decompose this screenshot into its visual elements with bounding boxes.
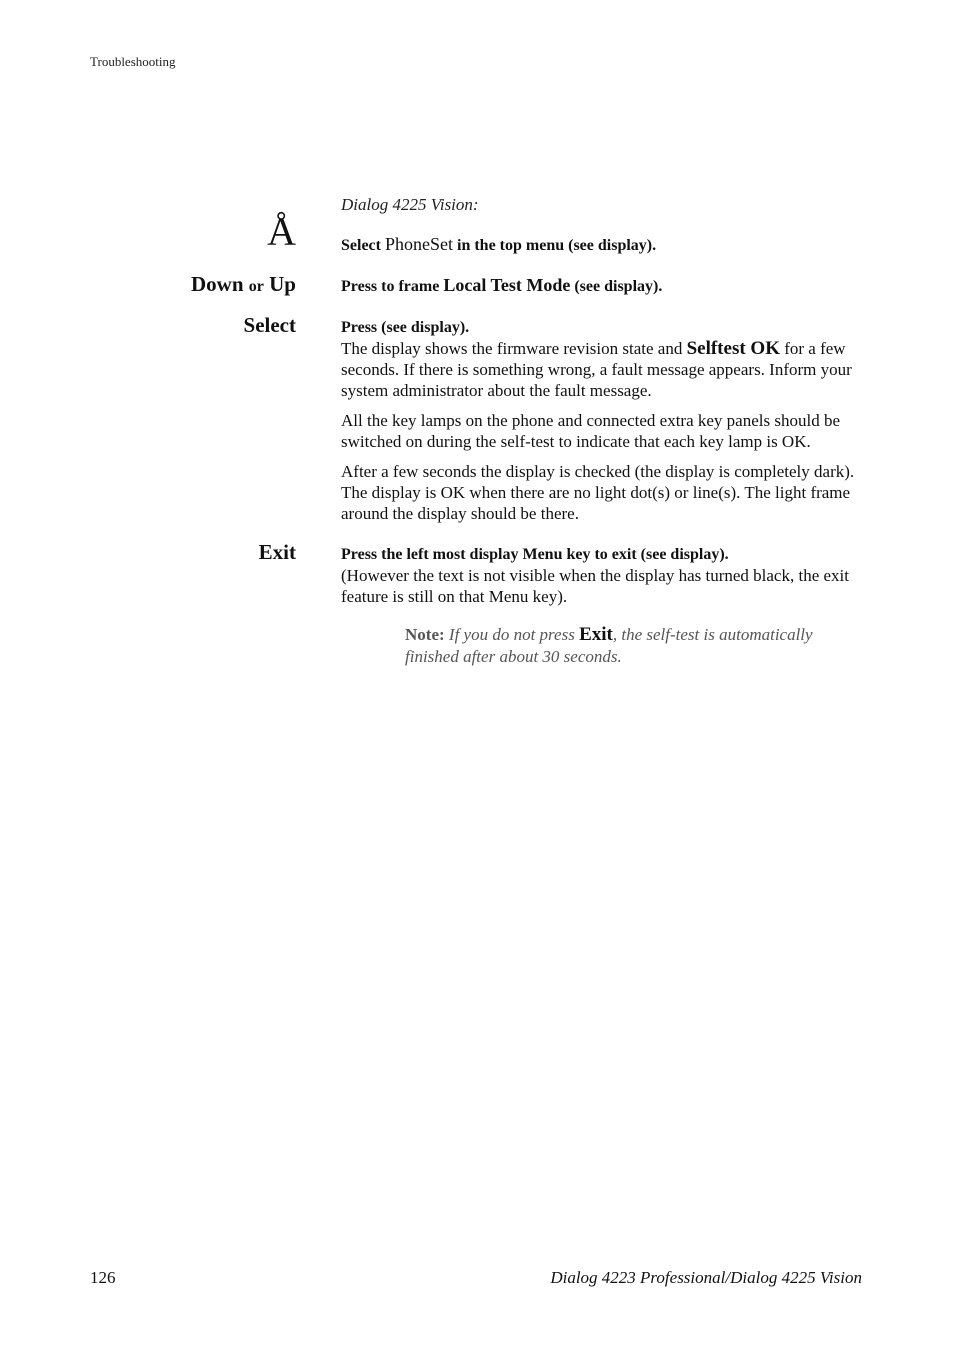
display-text-local-test-mode: Local Test Mode [443, 275, 571, 295]
display-text-phoneset: PhoneSet [384, 234, 453, 254]
note-exit-key: Exit [579, 624, 613, 645]
firmware-text-pre: The display shows the firmware revision state and [341, 339, 683, 358]
key-label-exit: Exit [258, 540, 296, 564]
subheading: Dialog 4225 Vision: [341, 195, 479, 214]
running-header: Troubleshooting [90, 54, 176, 69]
key-up: Up [269, 272, 296, 296]
instruction-pre: Press to frame [341, 278, 440, 295]
key-label-down-up [191, 272, 296, 297]
note-text-post: , the self-test is automatically finished after about 30 seconds. [405, 625, 813, 666]
selftest-ok-text: Selftest OK [686, 338, 780, 359]
display-check-paragraph: After a few seconds the display is checked (the display is completely dark). The display is OK when there are no light dot(s) or line(s). The light frame around the display should be there. [341, 462, 855, 523]
step-select-instruction: Press (see display). [341, 319, 470, 336]
step-select-body [341, 317, 866, 524]
step-exit-instruction: Press the left most display Menu key to exit (see display). [341, 546, 729, 563]
step-frame-local-test-mode [341, 275, 866, 297]
note-text-pre: If you do not press [448, 625, 575, 644]
footer-title: Dialog 4223 Professional/Dialog 4225 Vision [550, 1268, 862, 1287]
key-label-select: Select [243, 313, 296, 337]
exit-explanation: (However the text is not visible when the display has turned black, the exit feature is still on that Menu key). [341, 566, 849, 606]
key-connector: or [248, 278, 264, 295]
step-exit-body [341, 544, 866, 607]
menu-key-symbol: Å [267, 209, 296, 254]
note-label: Note: [405, 625, 445, 644]
page-number: 126 [90, 1268, 116, 1287]
instruction-post: (see display). [574, 278, 663, 295]
step-select-phoneset [341, 234, 866, 256]
instruction-pre: Select [341, 237, 381, 254]
firmware-text-post: for a few seconds. If there is something wrong, a fault message appears. Inform your system administrator about the fault message. [341, 339, 852, 400]
key-lamps-paragraph: All the key lamps on the phone and connected extra key panels should be switched on during the self-test to indicate that each key lamp is OK. [341, 411, 840, 451]
instruction-post: in the top menu (see display). [457, 237, 657, 254]
key-down: Down [191, 272, 244, 296]
note-box [405, 624, 865, 668]
firmware-paragraph [341, 338, 866, 401]
